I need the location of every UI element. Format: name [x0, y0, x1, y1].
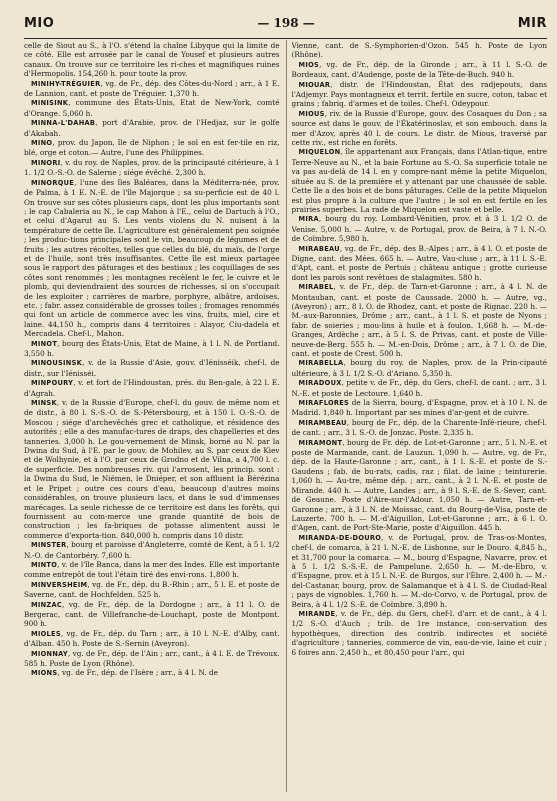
entry-headword: MINZAC — [31, 600, 63, 609]
dictionary-entry — [24, 580, 280, 600]
entry-text: , vg. de Fr., dép. de l'Ain ; arr., cant., à 4 l. E. de Trévoux. 585 h. Poste de Lyon (Rhône). — [24, 648, 280, 668]
entry-text: , v. du roy. de Naples, prov. de la principauté citérieure, à 1 1. 1/2 O.-S.-O. de Salerne ; siége évêché. 2,300 h. — [24, 157, 280, 178]
dictionary-entry — [24, 118, 280, 138]
entry-headword: MIRABEAU — [298, 244, 340, 253]
entry-text: , riv. de la Russie d'Europe, gouv. des Cosaques du Don ; sa source est dans le gouv. de l'Ékatérinoslav, et son embouch. dans la mer d'Azov, après 40 l. de cours. Le distr. de Mious, traversé par cette riv., est riche en forêts. — [291, 108, 547, 148]
entry-text: , commune des États-Unis, Etat de New-York, comté d'Orange. 5,060 h. — [24, 98, 280, 118]
entry-text: , l'une des îles Baléares, dans la Méditerra-née, prov. de Palma, à 1 E. N.-E. de l'île Majorque ; sa su-perficie est de 40 l. On trouve sur ses côtes plusieurs caps, dont les plus importants sont : le cap Cabaleria au N., le cap Mahon à l'E., celui de Dartuch à l'O., et celui d'Agarut au S. Les vents violens du N. nuisent à la température de cette île. L'agriculture est généralement peu soignée ; les produc-tions principales sont le vin, beaucoup de légumes et de fruits ; les autres récoltes, telles que celles du blé, du maïs, de l'orge et de l'huile, sont très insuffisantes. Cette île est mieux partagée sous le rapport des pâturages et des bestiaux ; les coquillages de ses côtes sont renommés ; les montagnes recèlent le fer, le cuivre et le plomb, qui deviendraient des sources de richesses, si on s'occupait de les exploiter ; carrières de marbre, porphyre, albâtre, ardoises, etc. ; fabr. assez considérable de grosses toiles ; fromages renommés qui font un article de commerce avec les vins, fruits, miel, cire et laine. 44,150 h., compris dans 4 territoires : Alayor, Ciu-dadela et Mercadela. Chef-l., Mahon. — [24, 177, 280, 339]
dictionary-entry — [292, 147, 548, 214]
entry-text: , vg. de Fr., dép. de la Gironde ; arr., à 11 l. S.-O. de Bordeaux, cant. d'Audenge, poste de la Tête-de-Buch. 940 h. — [291, 59, 547, 80]
entry-text: Vienne, cant. de S.-Symphorien-d'Ozon. 545 h. Poste de Lyon (Rhône). — [291, 41, 547, 60]
dictionary-entry — [292, 244, 548, 283]
entry-text: , vg. de Fr., dép. des Côtes-du-Nord ; arr., à 1 E. de Lannion, cant. et poste de Tréguier. 1,370 h. — [24, 78, 280, 99]
entry-headword: MINOUSINSK — [31, 359, 83, 368]
dictionary-entry — [24, 178, 280, 339]
dictionary-entry — [292, 60, 548, 80]
entry-headword: MIRAMBEAU — [298, 418, 347, 427]
entry-text: , vg. de Fr., dép. du B.-Rhin ; arr., 5 l. E. et poste de Saverne, cant. de Hochfelden. 525 h. — [24, 579, 280, 600]
entry-headword: MIRANDE — [298, 609, 336, 618]
entry-text: , bourg des États-Unis, Etat de Maine, à 1 l. N. de Portland. 3,550 h. — [24, 338, 280, 358]
entry-text: , vg. de Fr., dép. des B.-Alpes ; arr., à 4 l. O. et poste de Digne, cant. des Mées. 665 h. — Autre, Vau-cluse ; arr., à 11 l. S.-E. d'Apt, cant. et poste de Pertuis ; château antique ; grotte curieuse dont les parois sont revêtues de stalagmites. 580 h. — [291, 243, 547, 282]
entry-headword: MIRAFLORES — [298, 399, 350, 408]
dictionary-entry — [292, 418, 548, 438]
entry-text: , bourg du roy. de Naples, prov. de la Prin-cipauté ultérieure, à 3 l. 1/2 S.-O. d'Ariano. 5,350 h. — [291, 358, 547, 378]
dictionary-entry — [292, 438, 548, 533]
entry-headword: MIRAMONT — [298, 438, 343, 447]
column-divider — [286, 40, 287, 792]
dictionary-entry — [24, 668, 280, 678]
entry-headword: MIRADOUX — [298, 379, 342, 388]
entry-headword: MINPOURY — [31, 379, 74, 388]
entry-headword: MINO — [31, 139, 53, 148]
entry-text: , v. de Fr., dép. de Tarn-et-Garonne ; arr., à 4 l. N. de Montauban, cant. et poste de Caussade. 2000 h. — Autre, vg., (Aveyron) ; arr., 8 l. O. de Rhodez, cant. et poste de Rignac. 220 h. — M.-aux-Baronnies, Drôme ; arr., cant., à 1 l. S. et poste de Nyons ; fabr. de soieries ; mou-lins à huile et à foulon. 1,668 h. — M.-de-Granges, Ardèche ; arr., à 5 l. S. de Privas, cant. et poste de Ville-neuve-de-Berg. 555 h. — M.-en-Dois, Drôme ; arr., à 7 l. O. de Die, cant. et poste de Crest. 500 h. — [291, 282, 547, 358]
dictionary-entry — [24, 600, 280, 629]
entry-headword: MIONNAY — [31, 649, 69, 658]
dictionary-entry — [292, 80, 548, 109]
entry-headword: MIOUAR — [298, 80, 331, 89]
entry-headword: MINNA-L'DAHAB — [31, 119, 96, 128]
dictionary-entry — [24, 629, 280, 649]
dictionary-entry — [24, 540, 280, 560]
entry-headword: MINVERSHEIM — [31, 580, 88, 589]
dictionary-entry — [292, 533, 548, 609]
right-column — [292, 41, 548, 801]
dictionary-entry — [292, 282, 548, 358]
entry-text: , distr. de l'Hindoustan, État des radjepouts, dans l'Adjemyr. Pays montagneux et territ. fertile en sucre, coton, tabac et grains ; fabriq. d'armes et de toiles. Chef-l. Odeypour. — [291, 79, 547, 109]
page-header — [24, 8, 547, 39]
entry-headword: MIRA — [298, 215, 319, 224]
entry-text: , bourg de Fr., dép. de la Charente-Infé-rieure, chef-l. de cant. ; arr., 3 l. S.-O. de Jonzac. Poste. 2,335 h. — [291, 417, 547, 438]
entry-headword: MIQUELON — [298, 148, 341, 157]
entry-headword: MINORI — [31, 158, 61, 167]
entry-headword: MINSK — [31, 399, 57, 408]
dictionary-entry — [24, 398, 280, 540]
entry-headword: MIONS — [31, 669, 58, 678]
entry-text: , port d'Arabie, prov. de l'Hedjaz, sur le golfe d'Akabah. — [24, 118, 280, 138]
entry-headword: MIRABEL — [298, 283, 334, 292]
entry-headword: MIRABELLA — [298, 359, 344, 368]
dictionary-entry — [24, 339, 280, 359]
entry-text: , bourg et paroisse d'Angleterre, comté de Kent, à 5 l. 1/2 N.-O. de Cantorbéry. 7,600 h. — [24, 540, 280, 560]
entry-headword: MINISINK — [31, 99, 69, 108]
entry-text: , v. de la Russie d'Europe, chef-l. du gouv. de même nom et de distr., à 80 l. S.-S.-O. de S.-Pétersbourg, et à 150 l. O.-S.-O. de Moscou ; siége d'archevêchés grec et catholique, et résidence des autorités ; elle a des manufac-tures de draps, des chapelleries et des tanneries. 3,000 h. Le gou-vernement de Minsk, borné au N. par la Dwina du Sud, à l'E. par le gouv. de Mohilev, au S. par ceux de Kiev et de Wolhynie, et à l'O. par ceux de Grodno et de Vilna, a 4,700 l. c. de superficie. Des nombreuses riv. qui l'arrosent, les princip. sont : la Dwina du Sud, le Niémen, le Dniéper, et son affluent la Bérézina et le Pripet ; outre ces cours d'eau, beaucoup d'autres moins considérables, on trouve plusieurs lacs, et dans le sud d'immenses marécages. La seule richesse de ce territoire est dans les forêts, qui fournissent au com-merce une grande quantité de bois de construction ; les fa-briques de potasse alimentent aussi le commerce d'exporta-tion. 840,000 h. compris dans 10 distr. — [24, 398, 280, 540]
dictionary-entry — [24, 79, 280, 99]
dictionary-entry — [24, 560, 280, 580]
right-headword: MIR — [517, 15, 547, 31]
entry-headword: MINSTER — [31, 541, 67, 550]
entry-text: , v. de Portugal, prov. de Tras-os-Montes, chef-l. de comarca, à 21 l. N.-E. de Lisbonne, sur le Douro. 4,845 h., et 31,700 pour la comarca. — M., bourg d'Espagne, Navarre, prov. et à 5 l. 1/2 S.-S.-E. de Pampelune. 2,650 h. — M.-de-Ebro, v. d'Espagne, prov. et à 15 l. N.-E. de Burgos, sur l'Èbre. 2,400 h. — M.-del-Castanar, bourg, prov. de Salamanque et à 4 l. S. de Ciudad-Real ; pays de vignobles. 1,760 h. — M.-do-Corvo, v. de Portugal, prov. de Beira, à 4 l. 1/2 S.-E. de Coïmbre. 3,890 h. — [291, 532, 547, 609]
entry-text: , bourg de Fr. dép. de Lot-et-Garonne ; arr., 5 l. N.-E. et poste de Marmande, cant. de Lauzun. 1,090 h. — Autre, vg. de Fr., dép. de la Haute-Garonne ; arr., cant., à 1 l. S.-E. et poste de S.-Gaudens ; fab. de bu-rats, cadis, raz ; filat. de laine ; teinturerie. 1,060 h. — Au-tre, même dép. ; arr., cant., à 2 l. N.-E. et poste de Mirande. 440 h. — Autre, Landes ; arr., à 9 l. S.-E. de S.-Sever, cant. de Geaune. Poste d'Aire-sur-l'Adour. 1,050 h. — Autre, Tarn-et-Garonne ; arr., à 3 l. N. de Moissac, cant. du Bourg-de-Visa, poste de Lauzerte. 700 h. — M.-d'Aiguillon, Lot-et-Garonne ; arr., à 6 l. O. d'Agen, cant. de Port-Ste-Marie, poste d'Aiguillon. 445 h. — [291, 437, 547, 533]
page-number: — 198 — — [257, 16, 315, 30]
entry-text: , v. de Fr., dép. du Gers, chef-l. d'arr. et de cant., à 4 l. 1/2 S.-O. d'Auch ; trib. de 1re instance, con-servation des hypothèques, direction des contrib. indirectes et société d'agriculture ; tanneries, commerce de vin, eau-de-vie, laine et cuir ; 6 foires ann. 2,450 h., et 80,450 pour l'arr., qui — [291, 608, 547, 657]
dictionary-entry — [24, 358, 280, 378]
entry-text: , v. et fort de l'Hindoustan, prés. du Ben-gale, à 22 l. E. d'Agrah. — [24, 378, 280, 398]
entry-headword: MIOLES — [31, 629, 61, 638]
entry-text: celle de Siout au S., à l'O. s'étend la chaîne Libyque qui la limite de ce côté. Elle est arrosée par le canal de Yousef et plusieurs autres canaux. On trouve sur ce territoire les ri-ches et magnifiques ruines d'Hermopolis. 154,260 h. pour toute la prov. — [24, 41, 280, 79]
entry-text: , v. de l'île Banca, dans la mer des Indes. Elle est importante comme entrepôt de tout l'étain tiré des envi-rons. 1,800 h. — [24, 559, 280, 580]
entry-headword: MINORQUE — [31, 178, 75, 187]
dictionary-entry — [24, 378, 280, 398]
entry-text: , vg. de Fr., dép. de l'Isère ; arr., à 4 l. N. de — [57, 668, 218, 678]
entry-headword: MIOS — [298, 60, 320, 69]
dictionary-entry — [24, 41, 280, 79]
dictionary-entry — [292, 109, 548, 148]
dictionary-entry — [292, 398, 548, 418]
dictionary-entry — [24, 158, 280, 178]
left-headword: MIO — [24, 15, 55, 31]
entry-headword: MINIHY-TRÉGUIER — [31, 79, 101, 88]
entry-text: , v. de la Russie d'Asie, gouv. d'Iénisséik, chef-l. de distr., sur l'Iénisséi. — [24, 358, 280, 378]
entry-headword: MIRANDA-DE-DOURO — [298, 533, 382, 542]
entry-headword: MIOUS — [298, 109, 325, 118]
entry-text: , île appartenant aux Français, dans l'Atlan-tique, entre Terre-Neuve au N., et la baie Fortune au S.-O. Sa superficie totale ne va pas au-delà de 14 l. en y compre-nant même la petite Miquelon, située au S. de la première et y attenant par une chaussée de sable. Cette île a des bois et de bons pâturages. Celle de la petite Miquelon est plus propre à la culture que l'autre ; le sol en est fertile en les prairies superbes. La rade de Miquelon est vaste et belle. — [291, 147, 547, 214]
dictionary-entry — [24, 98, 280, 118]
entry-headword: MINOT — [31, 339, 58, 348]
entry-headword: MINTO — [31, 560, 58, 569]
entry-text: , petite v. de Fr., dép. du Gers, chef-l. de cant. ; arr., 3 l. N.-E. et poste de Lectoure. 1,640 h. — [291, 378, 547, 398]
dictionary-entry — [292, 214, 548, 243]
entry-text: , bourg du roy. Lombard-Vénitien, prov. et à 3 l. 1/2 O. de Venise. 5,000 h. — Autre, v. de Portugal, prov. de Beira, à 7 l. N.-O. de Coïmbre. 5,980 h. — [291, 214, 547, 244]
entry-text: , vg. de Fr., dép. de la Dordogne ; arr., à 11 l. O. de Bergerac, cant. de Villefranche-de-Louchapt, poste de Montpont. 900 h. — [24, 599, 280, 629]
dictionary-entry — [292, 378, 548, 398]
entry-text: de la Sierra, bourg, d'Espagne, prov. et à 10 l. N. de Madrid. 1,840 h. Important par ses mines d'ar-gent et de cuivre. — [291, 398, 547, 418]
entry-text: , vg. de Fr., dép. du Tarn ; arr., à 10 l. N.-E. d'Alby, cant. d'Alban. 450 h. Poste de S.-Sernin (Aveyron). — [24, 628, 280, 649]
dictionary-entry — [292, 41, 548, 60]
dictionary-entry — [24, 649, 280, 669]
entry-text: , prov. du Japon, île de Niphon ; le sol en est fer-tile en riz, blé, orge et coton.— Autre, l'une des Philippines. — [24, 138, 280, 158]
left-column — [24, 41, 280, 801]
dictionary-entry — [24, 138, 280, 158]
dictionary-entry — [292, 358, 548, 378]
dictionary-entry — [292, 609, 548, 657]
